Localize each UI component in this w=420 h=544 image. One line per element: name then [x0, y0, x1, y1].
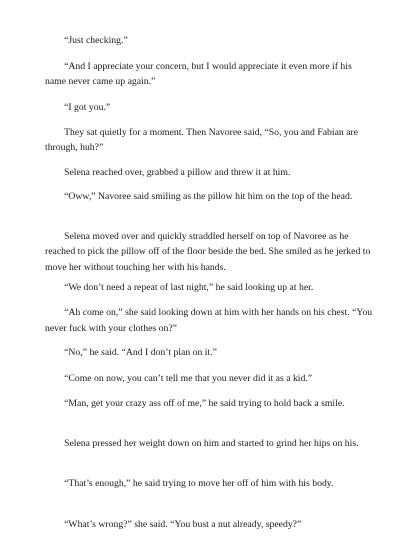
- paragraph: “Just checking.”: [64, 34, 128, 46]
- paragraph: “We don’t need a repeat of last night,” he said looking up at her.: [64, 282, 314, 294]
- paragraph: “What’s wrong?” she said. “You bust a nut already, speedy?”: [64, 519, 302, 531]
- paragraph: “Man, get your crazy ass off of me,” he said trying to hold back a smile.: [64, 397, 345, 409]
- paragraph: “Come on now, you can’t tell me that you never did it as a kid.”: [64, 372, 313, 384]
- paragraph: “Ah come on,” she said looking down at him with her hands on his chest. “You never fuck with your clothes on?”: [45, 307, 373, 334]
- paragraph: Selena moved over and quickly straddled herself on top of Navoree as he reached to pick the pillow off of the floor beside the bed. She smiled as he jerked to move her without touching her with his hands.: [45, 231, 371, 273]
- paragraph: “That’s enough,” he said trying to move her off of him with his body.: [64, 477, 334, 489]
- paragraph: “And I appreciate your concern, but I would appreciate it even more if his name never came up again.”: [45, 61, 352, 88]
- paragraph: “No,” he said. “And I don’t plan on it.”: [64, 347, 217, 359]
- paragraph: “Oww,” Navoree said smiling as the pillow hit him on the top of the head.: [64, 191, 353, 203]
- paragraph: They sat quietly for a moment. Then Navoree said, “So, you and Fabian are through, huh?”: [45, 126, 359, 154]
- paragraph: Selena reached over, grabbed a pillow and threw it at him.: [64, 166, 291, 178]
- paragraph: Selena pressed her weight down on him and started to grind her hips on his.: [64, 437, 359, 449]
- paragraph: “I got you.”: [64, 101, 111, 113]
